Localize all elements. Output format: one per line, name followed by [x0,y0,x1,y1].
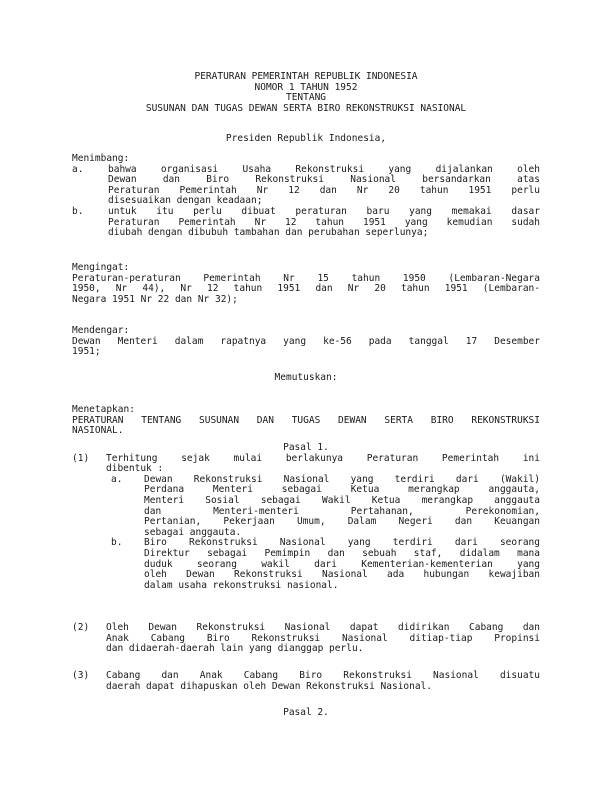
pasal-1-item-b [106,538,540,591]
menimbang-heading: Menimbang: [72,153,130,164]
pasal-1-p1-label: (1) [72,452,90,464]
menimbang-b-line-2: Peraturan Pemerintah Nr 12 tahun 1951 yang kemudian sudah [108,216,540,228]
mendengar-section [72,326,540,358]
pasal-1-item-b-label: b. [111,537,123,549]
pasal-1-b-line-4: oleh Dewan Rekonstruksi Nasional ada hubungan kewajiban [144,569,540,581]
pasal-1-p3-line-2: daerah dapat dihapuskan oleh Dewan Rekonstruksi Nasional. [106,680,433,692]
memutuskan-heading: Memutuskan: [274,372,338,383]
pasal-1-a-line-3: Menteri Sosial sebagai Wakil Ketua merangkap anggauta [144,494,540,506]
menetapkan-line-2: NASIONAL. [72,425,124,437]
pasal-1-item-a-label: a. [111,473,123,485]
pasal-1-paragraph-1 [72,454,540,592]
pasal-1-p2-label: (2) [72,622,90,633]
pasal-1-a-line-1: Dewan Rekonstruksi Nasional yang terdiri dari (Wakil) [144,473,540,485]
menimbang-b-line-1: untuk itu perlu dibuat peraturan baru yang memakai dasar [108,205,540,217]
mengingat-line-3: Negara 1951 Nr 22 dan Nr 32); [72,293,238,305]
header-line-4: SUSUNAN DAN TUGAS DEWAN SERTA BIRO REKONSTRUKSI NASIONAL [145,102,467,114]
pasal-1-b-line-5: dalam usaha rekonstruksi nasional. [144,579,339,591]
pasal-1-section [72,443,540,591]
president-line: Presiden Republik Indonesia, [225,133,387,144]
pasal-1-a-line-5: Pertanian, Pekerjaan Umum, Dalam Negeri dan Keuangan [144,516,540,528]
menimbang-item-a [72,165,540,207]
menimbang-b-line-3: diubah dengan dibubuh tambahan dan perubahan seperlunya; [108,227,429,239]
menetapkan-heading: Menetapkan: [72,404,135,415]
pasal-1-b-line-1: Biro Rekonstruksi Nasional yang terdiri dari seorang [144,537,540,549]
menimbang-a-line-1: bahwa organisasi Usaha Rekonstruksi yang dijalankan oleh [108,163,540,175]
mengingat-heading: Mengingat: [72,262,130,273]
mengingat-section [72,263,540,305]
pasal-1-paragraph-3 [72,671,540,692]
menimbang-item-a-label: a. [72,163,84,175]
pasal-1-b-line-2: Direktur sebagai Pemimpin dan sebuah staf, didalam mana [144,547,540,559]
pasal-1-item-a [106,475,540,539]
menimbang-a-line-2: Dewan dan Biro Rekonstruksi Nasional bersandarkan atas [108,174,540,186]
pasal-1-p3-line-1: Cabang dan Anak Cabang Biro Rekonstruksi Nasional disuatu [106,670,540,681]
pasal-1-b-line-3: duduk seorang wakil dari Kementerian-kementerian yang [144,558,540,570]
pasal-1-paragraph-2 [72,623,540,655]
pasal-2-title: Pasal 2. [283,707,329,718]
header-line-1: PERATURAN PEMERINTAH REPUBLIK INDONESIA [194,71,418,82]
menimbang-a-line-4: disesuaikan dengan keadaan; [108,195,263,207]
pasal-1-p1-line-2: dibentuk : [106,463,164,475]
menetapkan-section [72,405,540,437]
pasal-1-p3-label: (3) [72,670,90,681]
mengingat-line-2: 1950, Nr 44), Nr 12 tahun 1951 dan Nr 20 tahun 1951 (Lembaran- [72,283,540,295]
pasal-1-a-line-6: sebagai anggauta. [144,526,242,538]
pasal-1-p2-line-2: Anak Cabang Biro Rekonstruksi Nasional ditiap-tiap Propinsi [106,632,540,644]
pasal-1-a-line-4: dan Menteri-menteri Pertahanan, Perekonomian, [144,505,540,517]
menimbang-section [72,154,540,239]
menimbang-a-line-3: Peraturan Pemerintah Nr 12 dan Nr 20 tahun 1951 perlu [108,184,540,196]
mendengar-heading: Mendengar: [72,325,130,336]
mendengar-line-1: Dewan Menteri dalam rapatnya yang ke-56 pada tanggal 17 Desember [72,335,540,347]
pasal-1-title: Pasal 1. [283,442,329,453]
menimbang-item-b [72,207,540,239]
mengingat-line-1: Peraturan-peraturan Pemerintah Nr 15 tahun 1950 (Lembaran-Negara [72,272,540,284]
document-header [72,72,540,114]
pasal-1-p2-line-3: dan didaerah-daerah lain yang dianggap perlu. [106,643,364,655]
menimbang-item-b-label: b. [72,205,84,217]
mendengar-line-2: 1951; [72,346,101,358]
pasal-1-a-line-2: Perdana Menteri sebagai Ketua merangkap anggauta, [144,484,540,496]
pasal-1-p2-line-1: Oleh Dewan Rekonstruksi Nasional dapat didirikan Cabang dan [106,622,540,633]
header-line-3: TENTANG [285,92,327,104]
menetapkan-line-1: PERATURAN TENTANG SUSUNAN DAN TUGAS DEWAN SERTA BIRO REKONSTRUKSI [72,414,540,426]
pasal-1-p1-line-1: Terhitung sejak mulai berlakunya Peraturan Pemerintah ini [106,452,540,464]
header-line-2: NOMOR 1 TAHUN 1952 [254,81,358,93]
